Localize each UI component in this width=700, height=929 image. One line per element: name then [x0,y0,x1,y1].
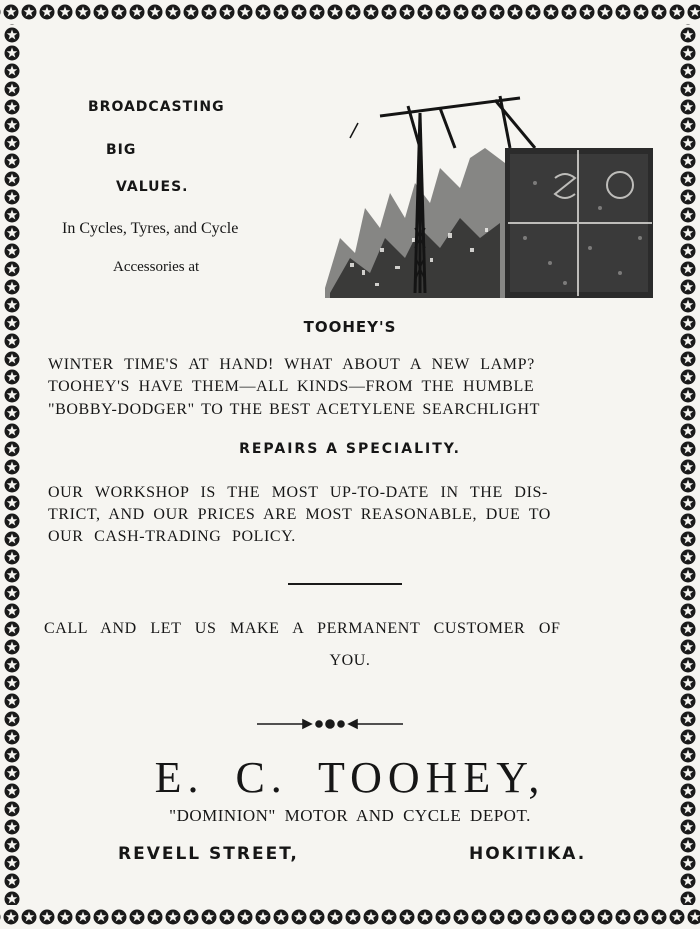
lamp-text-line-2: TOOHEY'S HAVE THEM—ALL KINDS—FROM THE HUMBLE [48,378,535,395]
lamp-text-line-1: WINTER TIME'S AT HAND! WHAT ABOUT A NEW LAMP? [48,356,535,373]
workshop-text-line-1: OUR WORKSHOP IS THE MOST UP-TO-DATE IN THE DIS- [48,484,548,501]
headline-big: BIG [106,142,137,158]
headline-broadcasting: BROADCASTING [88,99,225,115]
lamp-text-line-3: "BOBBY-DODGER" TO THE BEST ACETYLENE SEARCHLIGHT [48,401,541,418]
headline-cycles-tyres: In Cycles, Tyres, and Cycle [62,220,239,237]
closing-line-1: CALL AND LET US MAKE A PERMANENT CUSTOMER OF [44,620,561,637]
closing-line-2: YOU. [329,652,371,669]
firm-subtitle: "DOMINION" MOTOR AND CYCLE DEPOT. [169,806,531,825]
store-name: TOOHEY'S [303,318,397,336]
headline-accessories: Accessories at [113,259,200,275]
firm-name: E. C. TOOHEY, [154,753,546,802]
divider-rule [288,583,402,585]
address-street: REVELL STREET, [118,844,299,864]
workshop-text-line-3: OUR CASH-TRADING POLICY. [48,528,296,545]
flourish-divider-icon [255,716,405,732]
repairs-heading: REPAIRS A SPECIALITY. [239,441,461,457]
headline-values: VALUES. [116,179,189,195]
ornamental-border-top [0,0,700,24]
workshop-text-line-2: TRICT, AND OUR PRICES ARE MOST REASONABLE, DUE TO [48,506,551,523]
ornamental-border-bottom [0,905,700,929]
radio-tower-city-icon [320,88,660,303]
address-town: HOKITIKA. [469,844,587,864]
